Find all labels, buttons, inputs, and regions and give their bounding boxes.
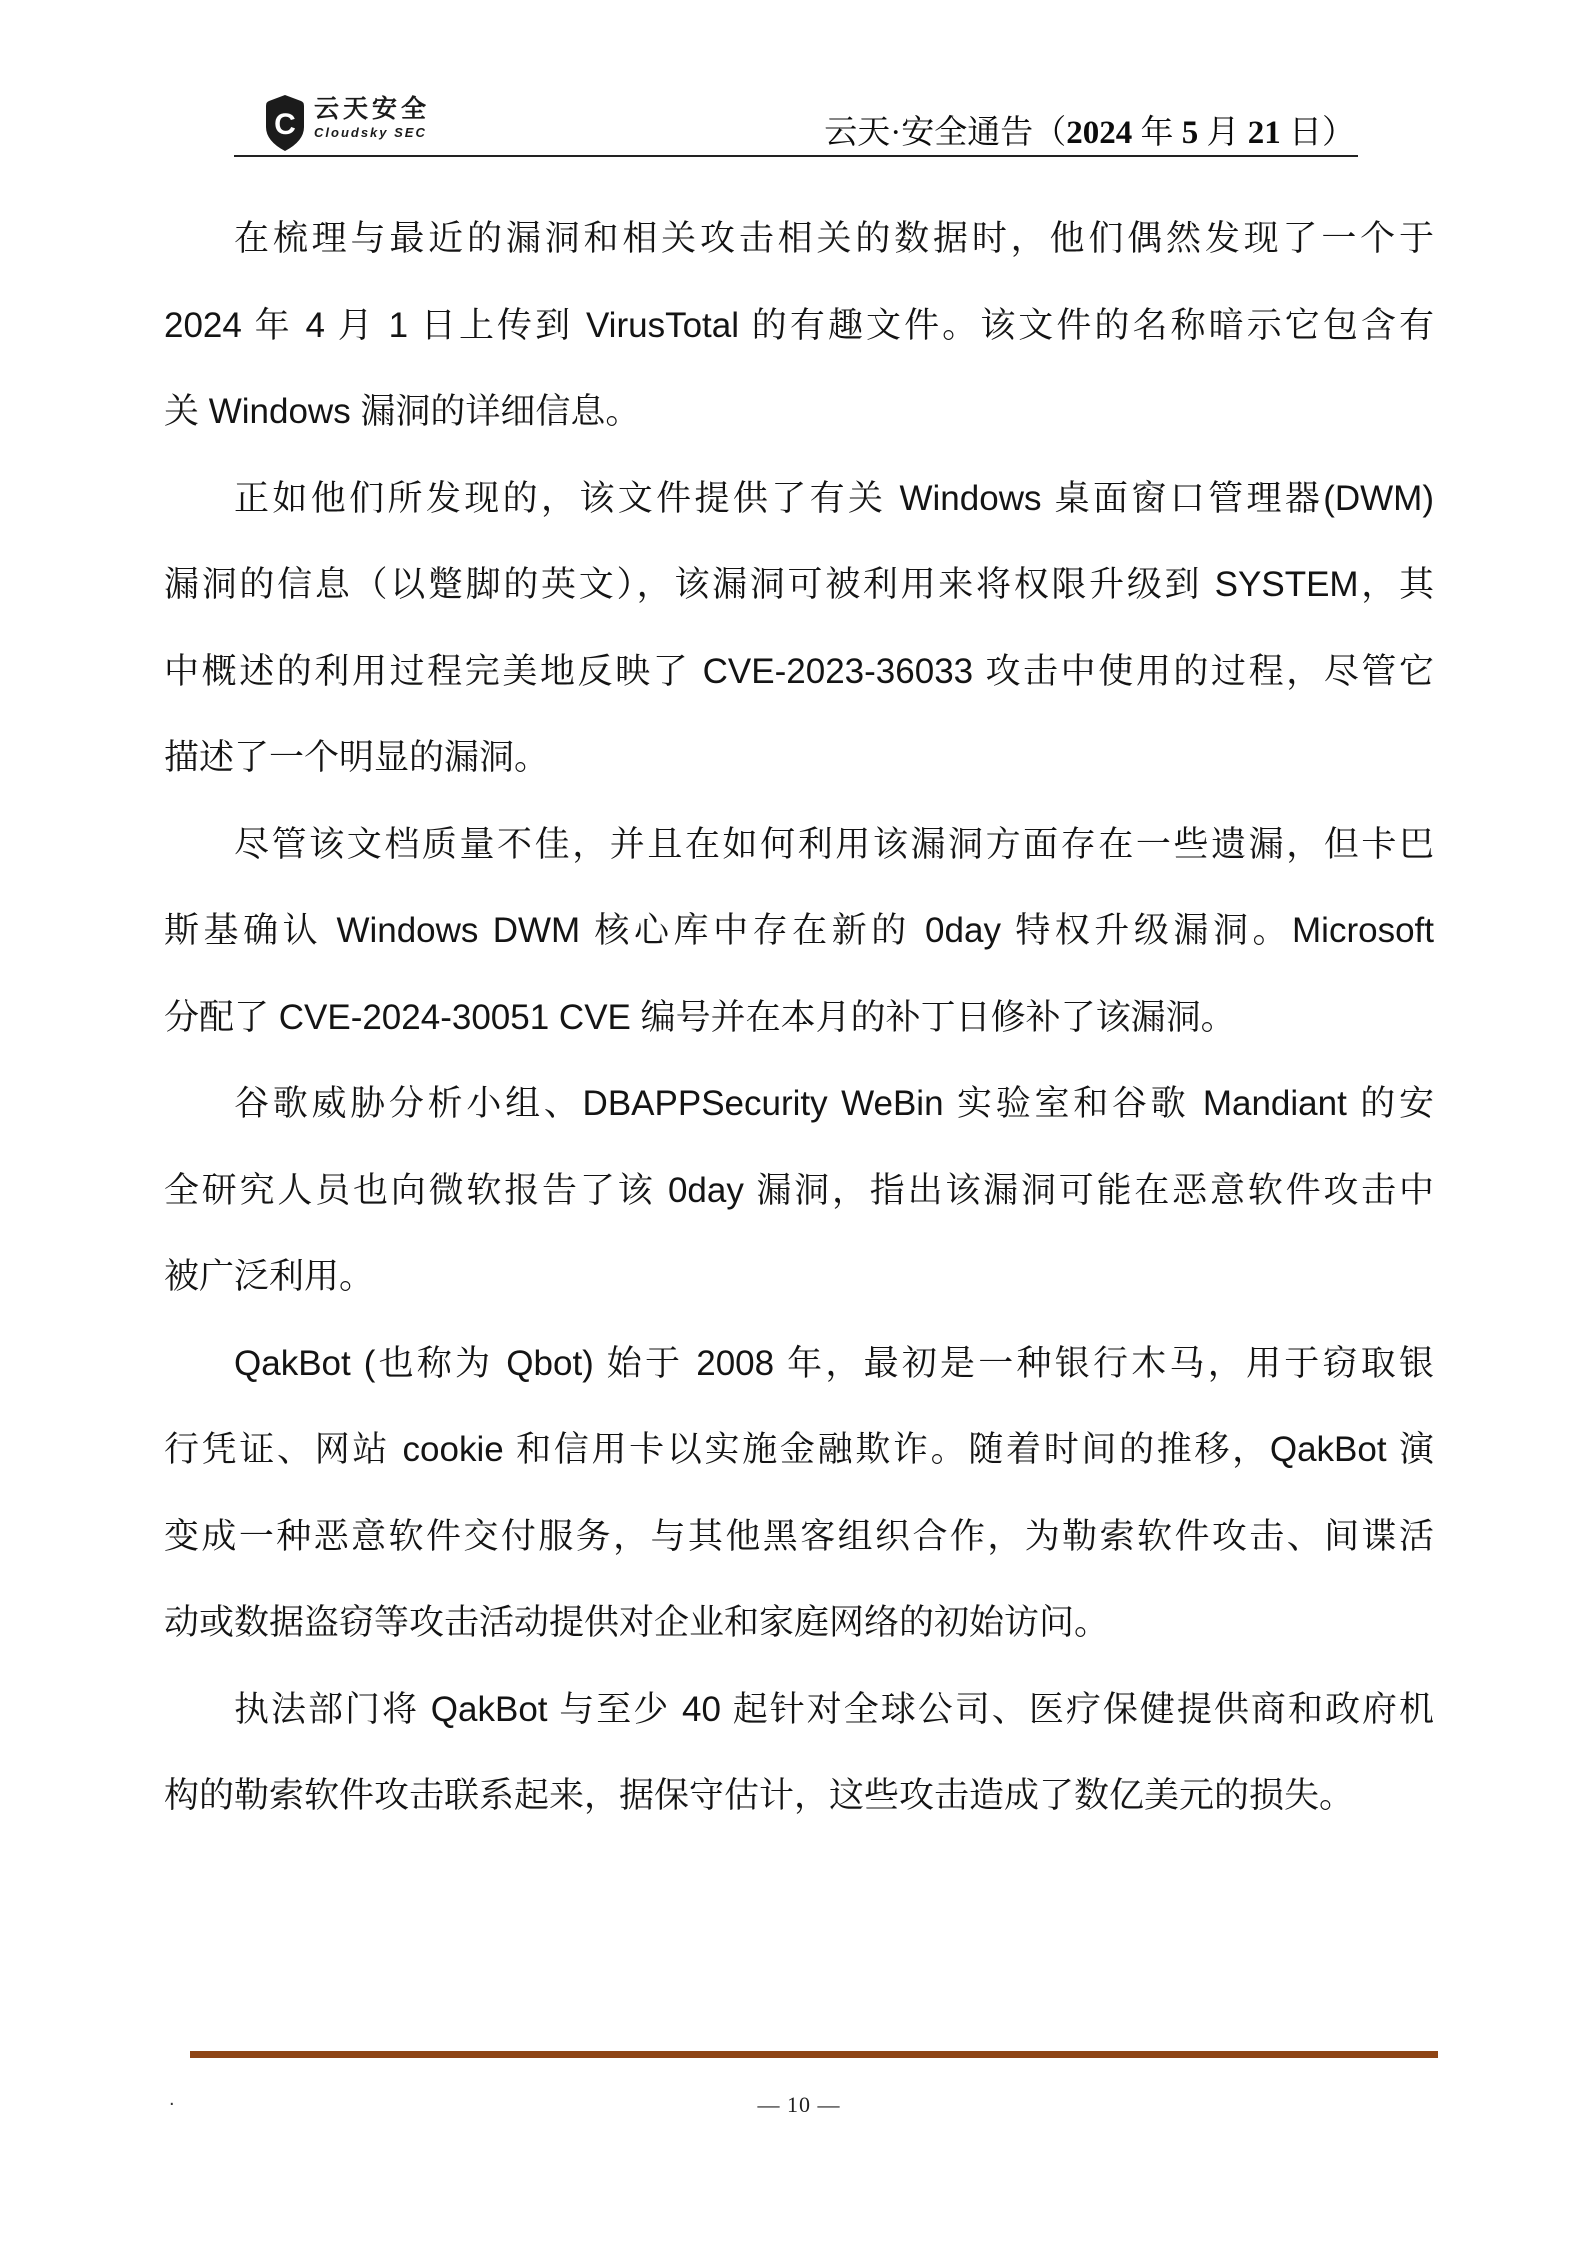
svg-text:C: C [274,108,296,141]
shield-c-icon [265,94,305,152]
page-number: — 10 — [757,2092,841,2117]
paragraph [164,802,1434,1062]
body-line: 全研究人员也向微软报告了该 0day 漏洞，指出该漏洞可能在恶意软件攻击中 [164,1170,1434,1210]
paragraph [164,1321,1434,1667]
body-line: 斯基确认 Windows DWM 核心库中存在新的 0day 特权升级漏洞。Microsoft [164,911,1434,950]
body-line: 在梳理与最近的漏洞和相关攻击相关的数据时，他们偶然发现了一个于 [234,219,1434,258]
body-line: 执法部门将 QakBot 与至少 40 起针对全球公司、医疗保健提供商和政府机 [234,1689,1434,1729]
paragraph [164,456,1434,802]
body-line: QakBot (也称为 Qbot) 始于 2008 年，最初是一种银行木马，用于窃取银 [234,1343,1434,1383]
body-line: 关 Windows 漏洞的详细信息。 [164,392,641,431]
header-rule [234,155,1358,157]
body-line: 变成一种恶意软件交付服务，与其他黑客组织合作，为勒索软件攻击、间谍活 [164,1516,1434,1556]
body-line: 分配了 CVE-2024-30051 CVE 编号并在本月的补丁日修补了该漏洞。 [164,997,1236,1037]
body-line: 行凭证、网站 cookie 和信用卡以实施金融欺诈。随着时间的推移，QakBot 演 [164,1430,1434,1469]
body-line: 构的勒索软件攻击联系起来，据保守估计，这些攻击造成了数亿美元的损失。 [164,1776,1355,1815]
header-title-segment: 21 [1247,115,1281,151]
body-line: 描述了一个明显的漏洞。 [164,738,550,777]
body-line: 2024 年 4 月 1 日上传到 VirusTotal 的有趣文件。该文件的名称暗示它包含有 [164,305,1434,345]
paragraph [164,1061,1434,1321]
body-line: 中概述的利用过程完美地反映了 CVE-2023-36033 攻击中使用的过程，尽管它 [164,651,1434,691]
logo-text-block [314,94,430,140]
header-title-segment: 日） [1280,115,1355,151]
header-title-segment: 年 [1132,115,1182,151]
body-line: 谷歌威胁分析小组、DBAPPSecurity WeBin 实验室和谷歌 Mandiant 的安 [234,1084,1434,1123]
footer-left-mark: . [169,2088,175,2110]
body-line: 正如他们所发现的，该文件提供了有关 Windows 桌面窗口管理器(DWM) [234,478,1434,518]
body-line: 尽管该文档质量不佳，并且在如何利用该漏洞方面存在一些遗漏，但卡巴 [234,824,1434,864]
body-text [164,196,1434,1840]
header-title-segment: 云天·安全通告（ [824,115,1067,151]
paragraph [164,1667,1434,1840]
logo-name-en: Cloudsky SEC [314,125,427,140]
body-line: 被广泛利用。 [164,1257,375,1296]
body-line: 动或数据盗窃等攻击活动提供对企业和家庭网络的初始访问。 [164,1603,1110,1642]
header-title-segment: 月 [1198,115,1248,151]
header-title-segment: 5 [1181,115,1199,151]
logo-name-cn: 云天安全 [314,95,431,123]
footer-rule [190,2051,1438,2058]
header-title-segment: 2024 [1066,115,1133,151]
company-logo [265,94,430,152]
header-title [824,114,1355,152]
paragraph [164,196,1434,456]
body-line: 漏洞的信息（以蹩脚的英文），该漏洞可被利用来将权限升级到 SYSTEM，其 [164,565,1434,604]
